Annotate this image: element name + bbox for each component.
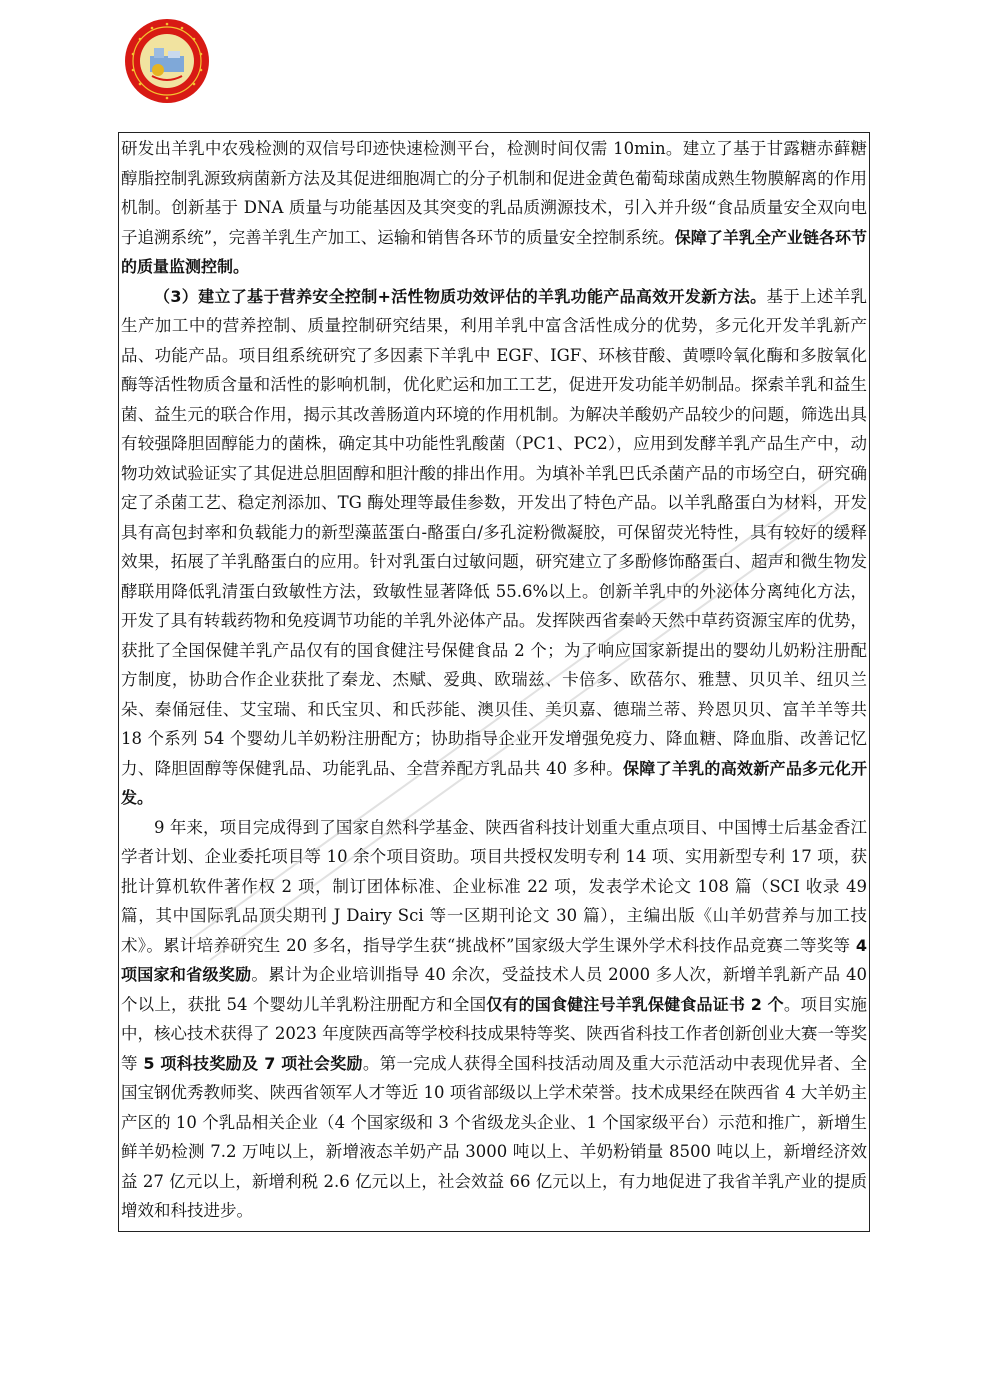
text-run: 。第一完成人获得全国科技活动周及重大示范活动中表现优异者、全国宝钢优秀教师奖、陕西省领军人才等近 10 项省部级以上学术荣誉。技术成果经在陕西省 4 大羊奶主产区的 10 个乳品相关企业（4 个国家级和 3 个省级龙头企业、1 个国家级平台）示范和推广，新增生鲜羊奶检测 7.2 万吨以上，新增液态羊奶产品 3000 吨以上、羊奶粉销量 8500 吨以上，新增经济效益 27 亿元以上，新增利税 2.6 亿元以上，社会效益 66 亿元以上，有力地促进了我省羊乳产业的提质增效和科技进步。 [121,1053,868,1220]
text-run: 基于上述羊乳生产加工中的营养控制、质量控制研究结果，利用羊乳中富含活性成分的优势，多元化开发羊乳新产品、功能产品。项目组系统研究了多因素下羊乳中 EGF、IGF、环核苷酸、黄嘌呤氧化酶和多胺氧化酶等活性物质含量和活性的影响机制，优化贮运和加工工艺，促进开发功能羊奶制品。探索羊乳和益生菌、益生元的联合作用，揭示其改善肠道内环境的作用机制。为解决羊酸奶产品较少的问题，筛选出具有较强降胆固醇能力的菌株，确定其中功能性乳酸菌（PC1、PC2），应用到发酵羊乳产品生产中，动物功效试验证实了其促进总胆固醇和胆汁酸的排出作用。为填补羊乳巴氏杀菌产品的市场空白，研究确定了杀菌工艺、稳定剂添加、TG 酶处理等最佳参数，开发出了特色产品。以羊乳酪蛋白为材料，开发具有高包封率和负载能力的新型藻蓝蛋白-酪蛋白/多孔淀粉微凝胶，可保留荧光特性，具有较好的缓释效果，拓展了羊乳酪蛋白的应用。针对乳蛋白过敏问题，研究建立了多酚修饰酪蛋白、超声和微生物发酵联用降低乳清蛋白致敏性方法，致敏性显著降低 55.6%以上。创新羊乳中的外泌体分离纯化方法，开发了具有转载药物和免疫调节功能的羊乳外泌体产品。发挥陕西省秦岭天然中草药资源宝库的优势，获批了全国保健羊乳产品仅有的国食健注号保健食品 2 个；为了响应国家新提出的婴幼儿奶粉注册配方制度，协助合作企业获批了秦龙、杰赋、爱典、欧瑞兹、卡倍多、欧蓓尔、雅慧、贝贝羊、纽贝兰朵、秦俑冠佳、艾宝瑞、和氏宝贝、和氏莎能、澳贝佳、美贝嘉、德瑞兰蒂、羚恩贝贝、富羊羊等共 18 个系列 54 个婴幼儿羊奶粉注册配方；协助指导企业开发增强免疫力、降血糖、降血脂、改善记忆力、降胆固醇等保健乳品、功能乳品、全营养配方乳品共 40 多种。 [121,286,868,778]
paragraph [121,282,867,813]
text-run: 。累计为企业培训指导 40 余次，受益技术人员 2000 多人次，新增羊乳新产品 40 个以上，获批 54 个婴幼儿羊乳粉注册配方和全国 [121,965,867,1014]
bold-text-run: 5 项科技奖励及 7 项社会奖励 [143,1053,363,1073]
bold-text-run: 4 项国家和省级奖励 [121,935,867,984]
text-run: 9 年来，项目完成得到了国家自然科学基金、陕西省科技计划重大重点项目、中国博士后基金香江学者计划、企业委托项目等 10 余个项目资助。项目共授权发明专利 14 项、实用新型专利 17 项，获批计算机软件著作权 2 项，制订团体标准、企业标准 22 项，发表学术论文 108 篇（SCI 收录 49 篇，其中国际乳品顶尖期刊 J Dairy Sci 等一区期刊论文 30 篇），主编出版《山羊奶营养与加工技术》。累计培养研究生 20 多名，指导学生获“挑战杯”国家级大学生课外学术科技作品竞赛二等奖等 [121,817,867,955]
bold-text-run: 保障了羊乳的高效新产品多元化开发。 [121,758,867,807]
paragraph [121,813,867,1226]
bold-text-run: 仅有的国食健注号羊乳保健食品证书 2 个 [486,994,784,1014]
bold-text-run: （3）建立了基于营养安全控制+活性物质功效评估的羊乳功能产品高效开发新方法。 [154,286,767,306]
text-run: 研发出羊乳中农残检测的双信号印迹快速检测平台，检测时间仅需 10min。建立了基于甘露糖赤藓糖醇脂控制乳源致病菌新方法及其促进细胞凋亡的分子机制和促进金黄色葡萄球菌成熟生物膜解离的作用机制。创新基于 DNA 质量与功能基因及其突变的乳品质溯源技术，引入并升级“食品质量安全双向电子追溯系统”，完善羊乳生产加工、运输和销售各环节的质量安全控制系统。 [121,139,867,247]
document-body [118,132,870,1232]
text-run: 。项目实施中，核心技术获得了 2023 年度陕西高等学校科技成果特等奖、陕西省科技工作者创新创业大赛一等奖等 [121,994,867,1073]
emblem-icon [124,18,210,104]
paragraph [121,134,867,282]
bold-text-run: 保障了羊乳全产业链各环节的质量监测控制。 [121,227,867,276]
